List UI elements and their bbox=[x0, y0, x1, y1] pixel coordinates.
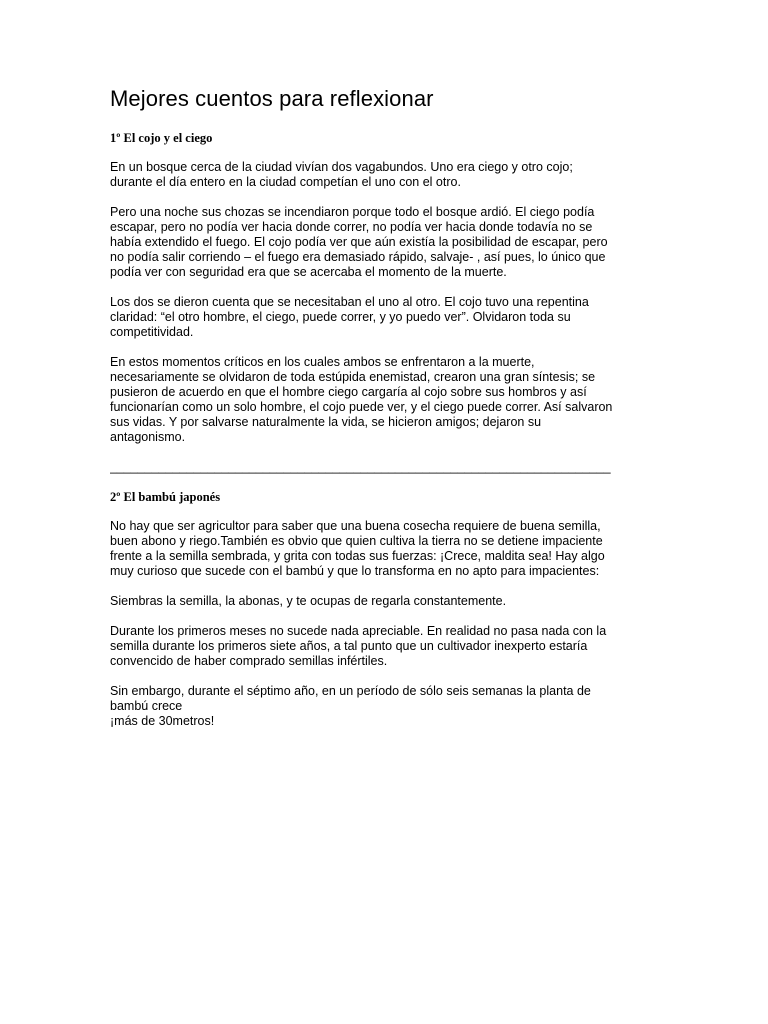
text-line: podía ver con seguridad era que se acercaba el momento de la muerte. bbox=[110, 265, 507, 279]
text-line: Los dos se dieron cuenta que se necesitaban el uno al otro. El cojo tuvo una repentina bbox=[110, 295, 589, 309]
text-line: competitividad. bbox=[110, 325, 194, 339]
text-line: Pero una noche sus chozas se incendiaron porque todo el bosque ardió. El ciego podía bbox=[110, 205, 595, 219]
paragraph bbox=[110, 624, 658, 669]
separator-line: ________________________________________________________________________ bbox=[110, 460, 611, 474]
text-line: durante el día entero en la ciudad competían el uno con el otro. bbox=[110, 175, 461, 189]
paragraph bbox=[110, 594, 658, 609]
paragraph bbox=[110, 684, 658, 729]
text-line: Siembras la semilla, la abonas, y te ocupas de regarla constantemente. bbox=[110, 594, 507, 608]
section-heading: 2º El bambú japonés bbox=[110, 490, 221, 504]
text-line: claridad: “el otro hombre, el ciego, puede correr, y yo puedo ver”. Olvidaron toda su bbox=[110, 310, 571, 324]
text-line: convencido de haber comprado semillas infértiles. bbox=[110, 654, 388, 668]
text-line: ¡más de 30metros! bbox=[110, 714, 215, 728]
text-line: no podía salir corriendo – el fuego era demasiado rápido, salvaje- , así pues, lo único que bbox=[110, 250, 606, 264]
text-line: antagonismo. bbox=[110, 430, 186, 444]
text-line: En estos momentos críticos en los cuales ambos se enfrentaron a la muerte, bbox=[110, 355, 535, 369]
text-line: No hay que ser agricultor para saber que una buena cosecha requiere de buena semilla, bbox=[110, 519, 601, 533]
section-2 bbox=[110, 489, 658, 729]
paragraph bbox=[110, 295, 658, 340]
paragraph bbox=[110, 355, 658, 445]
text-line: bambú crece bbox=[110, 699, 183, 713]
text-line: sus vidas. Y por salvarse naturalmente la vida, se hicieron amigos; dejaron su bbox=[110, 415, 542, 429]
paragraph bbox=[110, 519, 658, 579]
text-line: buen abono y riego.También es obvio que quien cultiva la tierra no se detiene impaciente bbox=[110, 534, 603, 548]
text-line: pusieron de acuerdo en que el hombre ciego cargaría al cojo sobre sus hombros y así bbox=[110, 385, 587, 399]
text-line: necesariamente se olvidaron de toda estúpida enemistad, crearon una gran síntesis; se bbox=[110, 370, 596, 384]
text-line: había extendido el fuego. El cojo podía ver que aún existía la posibilidad de escapar, pero bbox=[110, 235, 608, 249]
text-line: muy curioso que sucede con el bambú y que lo transforma en no apto para impacientes: bbox=[110, 564, 600, 578]
document-title: Mejores cuentos para reflexionar bbox=[110, 86, 434, 111]
text-line: semilla durante los primeros siete años, a tal punto que un cultivador inexperto estaría bbox=[110, 639, 588, 653]
section-1 bbox=[110, 130, 658, 445]
document-page bbox=[110, 84, 658, 744]
section-heading: 1º El cojo y el ciego bbox=[110, 131, 213, 145]
text-line: frente a la semilla sembrada, y grita con todas sus fuerzas: ¡Crece, maldita sea! Hay algo bbox=[110, 549, 605, 563]
text-line: Sin embargo, durante el séptimo año, en un período de sólo seis semanas la planta de bbox=[110, 684, 591, 698]
paragraph bbox=[110, 205, 658, 280]
text-line: Durante los primeros meses no sucede nada apreciable. En realidad no pasa nada con la bbox=[110, 624, 607, 638]
text-line: escapar, pero no podía ver hacia donde correr, no podía ver hacia donde todavía no se bbox=[110, 220, 593, 234]
text-line: En un bosque cerca de la ciudad vivían dos vagabundos. Uno era ciego y otro cojo; bbox=[110, 160, 573, 174]
paragraph bbox=[110, 160, 658, 190]
text-line: funcionarían como un solo hombre, el cojo puede ver, y el ciego puede correr. Así salvaron bbox=[110, 400, 613, 414]
